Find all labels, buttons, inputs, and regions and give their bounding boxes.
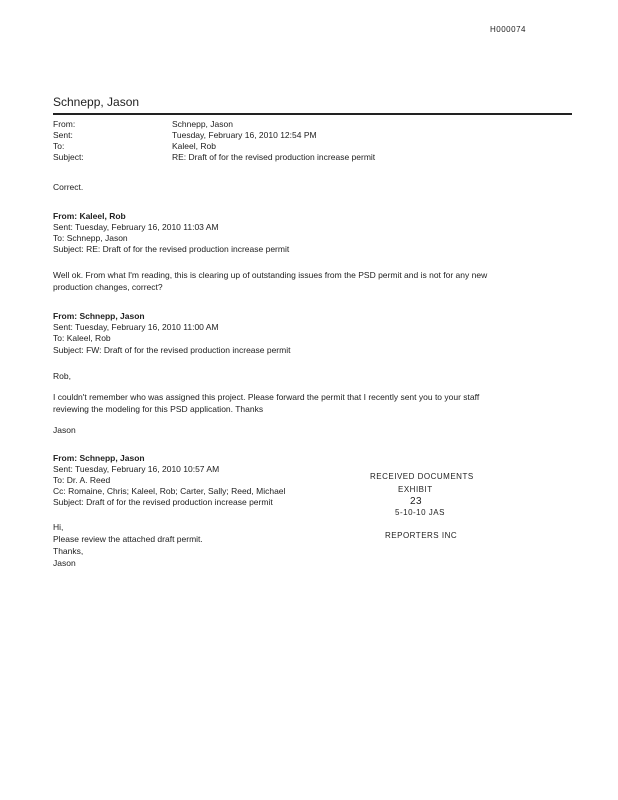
msg2-to: To: Schnepp, Jason bbox=[53, 233, 128, 243]
header-divider bbox=[53, 113, 572, 115]
msg2-from: From: Kaleel, Rob bbox=[53, 211, 126, 221]
stamp-line1: RECEIVED DOCUMENTS bbox=[370, 472, 474, 481]
msg3-greeting: Rob, bbox=[53, 371, 71, 381]
stamp-line2: EXHIBIT bbox=[398, 485, 433, 494]
header-to-value: Kaleel, Rob bbox=[172, 141, 216, 151]
msg4-name: Jason bbox=[53, 558, 76, 568]
stamp-line5: REPORTERS INC bbox=[385, 531, 458, 540]
msg2-sent: Sent: Tuesday, February 16, 2010 11:03 AM bbox=[53, 222, 219, 232]
header-sent-label: Sent: bbox=[53, 130, 73, 140]
msg4-thanks: Thanks, bbox=[53, 546, 84, 556]
msg3-body-line2: reviewing the modeling for this PSD application. Thanks bbox=[53, 404, 264, 414]
msg2-body-line2: production changes, correct? bbox=[53, 282, 163, 292]
msg3-body-line1: I couldn't remember who was assigned this project. Please forward the permit that I recently sent you to your staff bbox=[53, 392, 480, 402]
msg4-from: From: Schnepp, Jason bbox=[53, 453, 145, 463]
header-subject-value: RE: Draft of for the revised production increase permit bbox=[172, 152, 376, 162]
stamp-line3: 23 bbox=[410, 496, 423, 507]
msg4-subject: Subject: Draft of for the revised production increase permit bbox=[53, 497, 273, 507]
msg3-to: To: Kaleel, Rob bbox=[53, 333, 111, 343]
header-from-value: Schnepp, Jason bbox=[172, 119, 233, 129]
msg3-signoff: Jason bbox=[53, 425, 76, 435]
sender-name: Schnepp, Jason bbox=[53, 95, 140, 109]
header-from-label: From: bbox=[53, 119, 76, 129]
header-subject-label: Subject: bbox=[53, 152, 84, 162]
msg4-sent: Sent: Tuesday, February 16, 2010 10:57 AM bbox=[53, 464, 220, 474]
msg4-cc: Cc: Romaine, Chris; Kaleel, Rob; Carter, Sally; Reed, Michael bbox=[53, 486, 286, 496]
msg3-sent: Sent: Tuesday, February 16, 2010 11:00 AM bbox=[53, 322, 219, 332]
msg4-body-line1: Please review the attached draft permit. bbox=[53, 534, 203, 544]
msg4-to: To: Dr. A. Reed bbox=[53, 475, 111, 485]
msg4-greeting: Hi, bbox=[53, 522, 64, 532]
msg2-body-line1: Well ok. From what I'm reading, this is clearing up of outstanding issues from the PSD permit and is not for any new bbox=[53, 270, 488, 280]
msg3-subject: Subject: FW: Draft of for the revised production increase permit bbox=[53, 345, 291, 355]
bates-number: H000074 bbox=[490, 25, 526, 34]
header-sent-value: Tuesday, February 16, 2010 12:54 PM bbox=[172, 130, 317, 140]
msg3-from: From: Schnepp, Jason bbox=[53, 311, 145, 321]
stamp-line4: 5-10-10 JAS bbox=[395, 508, 445, 517]
msg2-subject: Subject: RE: Draft of for the revised production increase permit bbox=[53, 244, 290, 254]
header-to-label: To: bbox=[53, 141, 65, 151]
reply-correct: Correct. bbox=[53, 182, 84, 192]
